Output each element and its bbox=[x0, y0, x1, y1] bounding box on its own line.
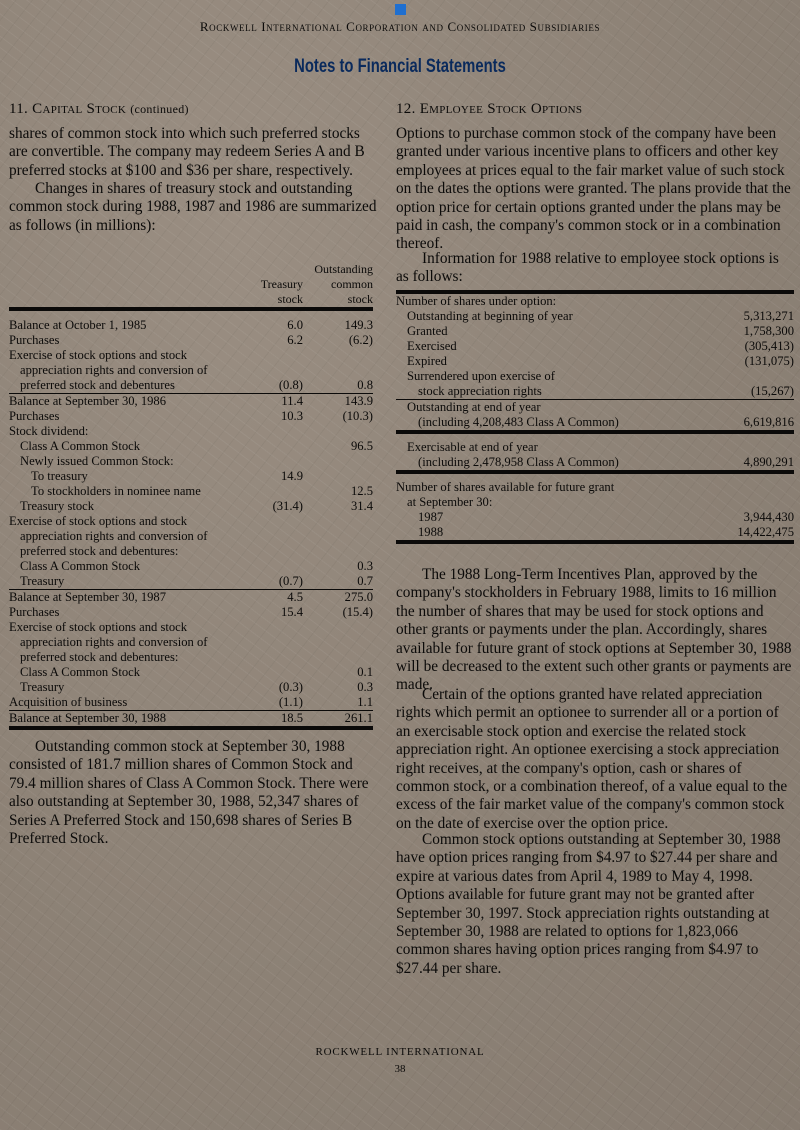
row-outstanding-value bbox=[303, 469, 373, 484]
row-treasury-value: (31.4) bbox=[272, 499, 303, 513]
row-treasury-value: 6.2 bbox=[287, 333, 303, 347]
table-row bbox=[9, 394, 373, 410]
row-value bbox=[706, 480, 794, 495]
table-row bbox=[396, 525, 794, 542]
section-11-title-text: 11. Capital Stock bbox=[9, 101, 127, 117]
row-outstanding-value: 0.8 bbox=[357, 378, 373, 392]
table-row bbox=[396, 292, 794, 309]
table-row bbox=[396, 384, 794, 400]
option-prices-text: Common stock options outstanding at September 30, 1988 have option prices ranging from $4.97 to $27.44 per share and expire at various dates from April 4, 1989 to May 4, 1998. Options available for future grant may not be granted after September 30, 1997. Stock appreciation rights outstanding at September 30, 1988 are related to options for 1,823,066 common shares having option prices ranging from $4.97 to $27.44 per share. bbox=[396, 831, 781, 977]
table-row bbox=[396, 324, 794, 339]
row-outstanding-value: (10.3) bbox=[342, 409, 373, 423]
row-outstanding-value: 275.0 bbox=[303, 590, 373, 606]
row-treasury-value: 14.9 bbox=[280, 469, 303, 483]
row-outstanding-value bbox=[303, 454, 373, 469]
row-outstanding-value bbox=[303, 650, 373, 665]
row-label: appreciation rights and conversion of bbox=[20, 529, 208, 543]
row-treasury-value bbox=[235, 454, 303, 469]
stock-options-intro: Options to purchase common stock of the company have been granted under various incentive plans to officers and other key employees at prices equal to the fair market value of such stock on the dates the options were granted. The plans provide that the option price for certain options granted under the plans may be paid in cash, the company's common stock or in a combination thereof. bbox=[396, 125, 791, 253]
table-header-row bbox=[9, 262, 373, 309]
page-number: 38 bbox=[394, 1063, 406, 1075]
row-value bbox=[706, 369, 794, 384]
row-label: Stock dividend: bbox=[9, 424, 89, 438]
row-label: preferred stock and debentures: bbox=[20, 544, 179, 558]
row-label: (including 4,208,483 Class A Common) bbox=[396, 415, 706, 432]
table-row bbox=[396, 480, 794, 495]
row-label: To stockholders in nominee name bbox=[31, 484, 201, 498]
table-row bbox=[9, 439, 373, 454]
row-value bbox=[706, 292, 794, 309]
table-row bbox=[9, 544, 373, 559]
row-outstanding-value bbox=[303, 424, 373, 439]
row-value: 4,890,291 bbox=[706, 455, 794, 472]
table-row bbox=[9, 711, 373, 729]
outstanding-shares-text: Outstanding common stock at September 30, 1988 consisted of 181.7 million shares of Common Stock and 79.4 million shares of Class A Common Stock. There were also outstanding at September 30, 1988, 52,347 shares of Series A Preferred Stock and 150,698 shares of Series B Preferred Stock. bbox=[9, 738, 369, 848]
row-outstanding-value: 143.9 bbox=[303, 394, 373, 410]
table-row bbox=[396, 400, 794, 416]
row-treasury-value: 6.0 bbox=[287, 318, 303, 332]
row-outstanding-value: 1.1 bbox=[357, 695, 373, 709]
row-label: Exercisable at end of year bbox=[407, 440, 538, 454]
row-treasury-value bbox=[235, 439, 303, 454]
row-treasury-value bbox=[235, 559, 303, 574]
stock-options-info: Information for 1988 relative to employee stock options is as follows: bbox=[396, 250, 779, 286]
row-gap bbox=[396, 472, 794, 480]
header-gap bbox=[9, 309, 373, 318]
table-row bbox=[9, 695, 373, 711]
row-label: Expired bbox=[407, 354, 447, 368]
page-banner: Notes to Financial Statements bbox=[294, 56, 506, 77]
row-treasury-value: 18.5 bbox=[235, 711, 303, 729]
row-label: Exercise of stock options and stock bbox=[9, 514, 188, 528]
row-label: at September 30: bbox=[407, 495, 493, 509]
row-label: Balance at September 30, 1986 bbox=[9, 394, 235, 410]
row-treasury-value bbox=[235, 544, 303, 559]
table-row bbox=[9, 574, 373, 590]
row-value: (305,413) bbox=[744, 339, 794, 353]
table-row bbox=[9, 378, 373, 394]
table-row bbox=[9, 499, 373, 514]
treasury-changes-text: Changes in shares of treasury stock and outstanding common stock during 1988, 1987 and 1986 are summarized as follows (in millions): bbox=[9, 180, 377, 234]
header-outstanding-line: stock bbox=[347, 292, 373, 306]
row-label: 1988 bbox=[396, 525, 706, 542]
row-label: Class A Common Stock bbox=[20, 559, 141, 573]
row-treasury-value: (0.7) bbox=[278, 574, 303, 588]
header-outstanding-line: common bbox=[331, 277, 373, 291]
row-treasury-value bbox=[235, 665, 303, 680]
row-treasury-value bbox=[235, 529, 303, 544]
row-treasury-value: (1.1) bbox=[278, 695, 303, 709]
table-row bbox=[396, 369, 794, 384]
row-value: 5,313,271 bbox=[743, 309, 794, 323]
table-row bbox=[9, 424, 373, 439]
table-row bbox=[9, 363, 373, 378]
row-label: Balance at September 30, 1987 bbox=[9, 590, 235, 606]
row-value bbox=[706, 400, 794, 416]
table-row bbox=[396, 309, 794, 324]
row-treasury-value: (0.3) bbox=[278, 680, 303, 694]
row-value: 14,422,475 bbox=[706, 525, 794, 542]
table-row bbox=[396, 339, 794, 354]
table-row bbox=[9, 680, 373, 695]
row-label: Granted bbox=[407, 324, 448, 338]
row-label: Treasury bbox=[20, 680, 65, 694]
row-outstanding-value bbox=[303, 544, 373, 559]
row-outstanding-value bbox=[303, 635, 373, 650]
table-row bbox=[9, 333, 373, 348]
header-spacer bbox=[9, 262, 235, 309]
table-row bbox=[9, 454, 373, 469]
row-outstanding-value: 0.3 bbox=[357, 680, 373, 694]
row-treasury-value: 15.4 bbox=[280, 605, 303, 619]
table-row bbox=[9, 409, 373, 424]
row-label: Outstanding at beginning of year bbox=[407, 309, 573, 323]
company-header: Rockwell International Corporation and Consolidated Subsidiaries bbox=[199, 19, 601, 34]
row-treasury-value bbox=[235, 363, 303, 378]
row-label: 1987 bbox=[418, 510, 444, 524]
table-row bbox=[9, 620, 373, 635]
section-11-title bbox=[9, 101, 189, 118]
row-treasury-value bbox=[235, 635, 303, 650]
row-label: (including 2,478,958 Class A Common) bbox=[396, 455, 706, 472]
header-outstanding-line: Outstanding bbox=[314, 262, 373, 276]
row-value: 6,619,816 bbox=[706, 415, 794, 432]
table-row bbox=[9, 348, 373, 363]
row-outstanding-value: 0.7 bbox=[357, 574, 373, 588]
footer-brand: ROCKWELL INTERNATIONAL bbox=[315, 1046, 485, 1058]
row-outstanding-value: 261.1 bbox=[303, 711, 373, 729]
row-label: appreciation rights and conversion of bbox=[20, 635, 208, 649]
treasury-stock-table bbox=[9, 262, 373, 730]
section-11-suffix: (continued) bbox=[130, 102, 189, 116]
row-outstanding-value: (6.2) bbox=[348, 333, 373, 347]
table-row bbox=[9, 665, 373, 680]
row-label: Balance at September 30, 1988 bbox=[9, 711, 235, 729]
row-label: preferred stock and debentures bbox=[20, 378, 175, 392]
row-label: Newly issued Common Stock: bbox=[20, 454, 174, 468]
row-outstanding-value bbox=[303, 529, 373, 544]
row-treasury-value: 10.3 bbox=[280, 409, 303, 423]
table-row bbox=[9, 605, 373, 620]
row-label: To treasury bbox=[31, 469, 88, 483]
row-label: Exercise of stock options and stock bbox=[9, 348, 188, 362]
row-outstanding-value bbox=[303, 348, 373, 363]
table-row bbox=[9, 590, 373, 606]
row-treasury-value: 11.4 bbox=[235, 394, 303, 410]
table-row bbox=[396, 415, 794, 432]
row-treasury-value bbox=[235, 620, 303, 635]
row-gap bbox=[396, 432, 794, 440]
header-treasury-line: stock bbox=[277, 292, 303, 306]
header-treasury-line: Treasury bbox=[260, 277, 303, 291]
row-treasury-value bbox=[235, 484, 303, 499]
brand-square-icon bbox=[395, 4, 406, 15]
row-label: Exercise of stock options and stock bbox=[9, 620, 188, 634]
header-treasury bbox=[235, 262, 303, 309]
table-row bbox=[9, 469, 373, 484]
row-outstanding-value: 0.3 bbox=[357, 559, 373, 573]
row-label: stock appreciation rights bbox=[418, 384, 542, 398]
row-label: preferred stock and debentures: bbox=[20, 650, 179, 664]
row-label: Surrendered upon exercise of bbox=[407, 369, 555, 383]
ltip-text: The 1988 Long-Term Incentives Plan, approved by the company's stockholders in February 1988, limits to 16 million the number of shares that may be used for stock options and other grants or payments under the plan. Accordingly, shares available for future grant of stock options at September 30, 1988 will be decreased to the extent such other grants or payments are made. bbox=[396, 566, 792, 694]
row-value: 1,758,300 bbox=[743, 324, 794, 338]
row-treasury-value: (0.8) bbox=[278, 378, 303, 392]
row-label: Class A Common Stock bbox=[20, 665, 141, 679]
table-row bbox=[9, 484, 373, 499]
row-value: 3,944,430 bbox=[743, 510, 794, 524]
stock-options-table bbox=[396, 290, 794, 550]
row-treasury-value bbox=[235, 650, 303, 665]
row-label: Purchases bbox=[9, 605, 60, 619]
row-treasury-value: 4.5 bbox=[235, 590, 303, 606]
row-label: Exercised bbox=[407, 339, 457, 353]
row-value: (131,075) bbox=[744, 354, 794, 368]
row-label: Treasury bbox=[20, 574, 65, 588]
table-row bbox=[9, 559, 373, 574]
row-outstanding-value bbox=[303, 514, 373, 529]
row-value bbox=[706, 495, 794, 510]
row-label: Treasury stock bbox=[20, 499, 95, 513]
row-outstanding-value: 0.1 bbox=[357, 665, 373, 679]
row-label: Number of shares under option: bbox=[396, 294, 557, 308]
row-label: Balance at October 1, 1985 bbox=[9, 318, 147, 332]
header-outstanding bbox=[303, 262, 373, 309]
row-treasury-value bbox=[235, 348, 303, 363]
row-outstanding-value: 31.4 bbox=[350, 499, 373, 513]
row-label: Outstanding at end of year bbox=[396, 400, 706, 416]
row-outstanding-value: (15.4) bbox=[342, 605, 373, 619]
row-label: Acquisition of business bbox=[9, 695, 128, 709]
table-row bbox=[9, 514, 373, 529]
row-label: Class A Common Stock bbox=[20, 439, 141, 453]
section-12-title: 12. Employee Stock Options bbox=[396, 101, 583, 117]
row-outstanding-value bbox=[303, 363, 373, 378]
row-label: Purchases bbox=[9, 409, 60, 423]
row-treasury-value bbox=[235, 424, 303, 439]
table-row bbox=[396, 495, 794, 510]
table-row bbox=[396, 354, 794, 369]
table-row bbox=[396, 455, 794, 472]
row-outstanding-value: 96.5 bbox=[350, 439, 373, 453]
row-label: Purchases bbox=[9, 333, 60, 347]
row-outstanding-value bbox=[303, 620, 373, 635]
table-row bbox=[9, 635, 373, 650]
table-row bbox=[396, 440, 794, 455]
row-value bbox=[706, 440, 794, 455]
row-outstanding-value: 149.3 bbox=[344, 318, 373, 332]
row-label: appreciation rights and conversion of bbox=[20, 363, 208, 377]
table-row bbox=[9, 318, 373, 333]
capital-stock-intro: shares of common stock into which such preferred stocks are convertible. The company may redeem Series A and B preferred stocks at $100 and $36 per share, respectively. bbox=[9, 125, 365, 179]
row-label: Number of shares available for future grant bbox=[396, 480, 615, 494]
table-row bbox=[396, 510, 794, 525]
table-row bbox=[9, 650, 373, 665]
sar-text: Certain of the options granted have related appreciation rights which permit an optionee to surrender all or a portion of an exercisable stock option and exercise the related stock appreciation right. An optionee exercising a stock appreciation right receives, at the company's option, cash or shares of common stock, or a combination thereof, of a value equal to the excess of the fair market value of the company's common stock on the date of exercise over the option price. bbox=[396, 686, 788, 832]
row-treasury-value bbox=[235, 514, 303, 529]
row-value: (15,267) bbox=[750, 384, 794, 398]
row-gap bbox=[396, 542, 794, 550]
table-row bbox=[9, 529, 373, 544]
row-outstanding-value: 12.5 bbox=[350, 484, 373, 498]
